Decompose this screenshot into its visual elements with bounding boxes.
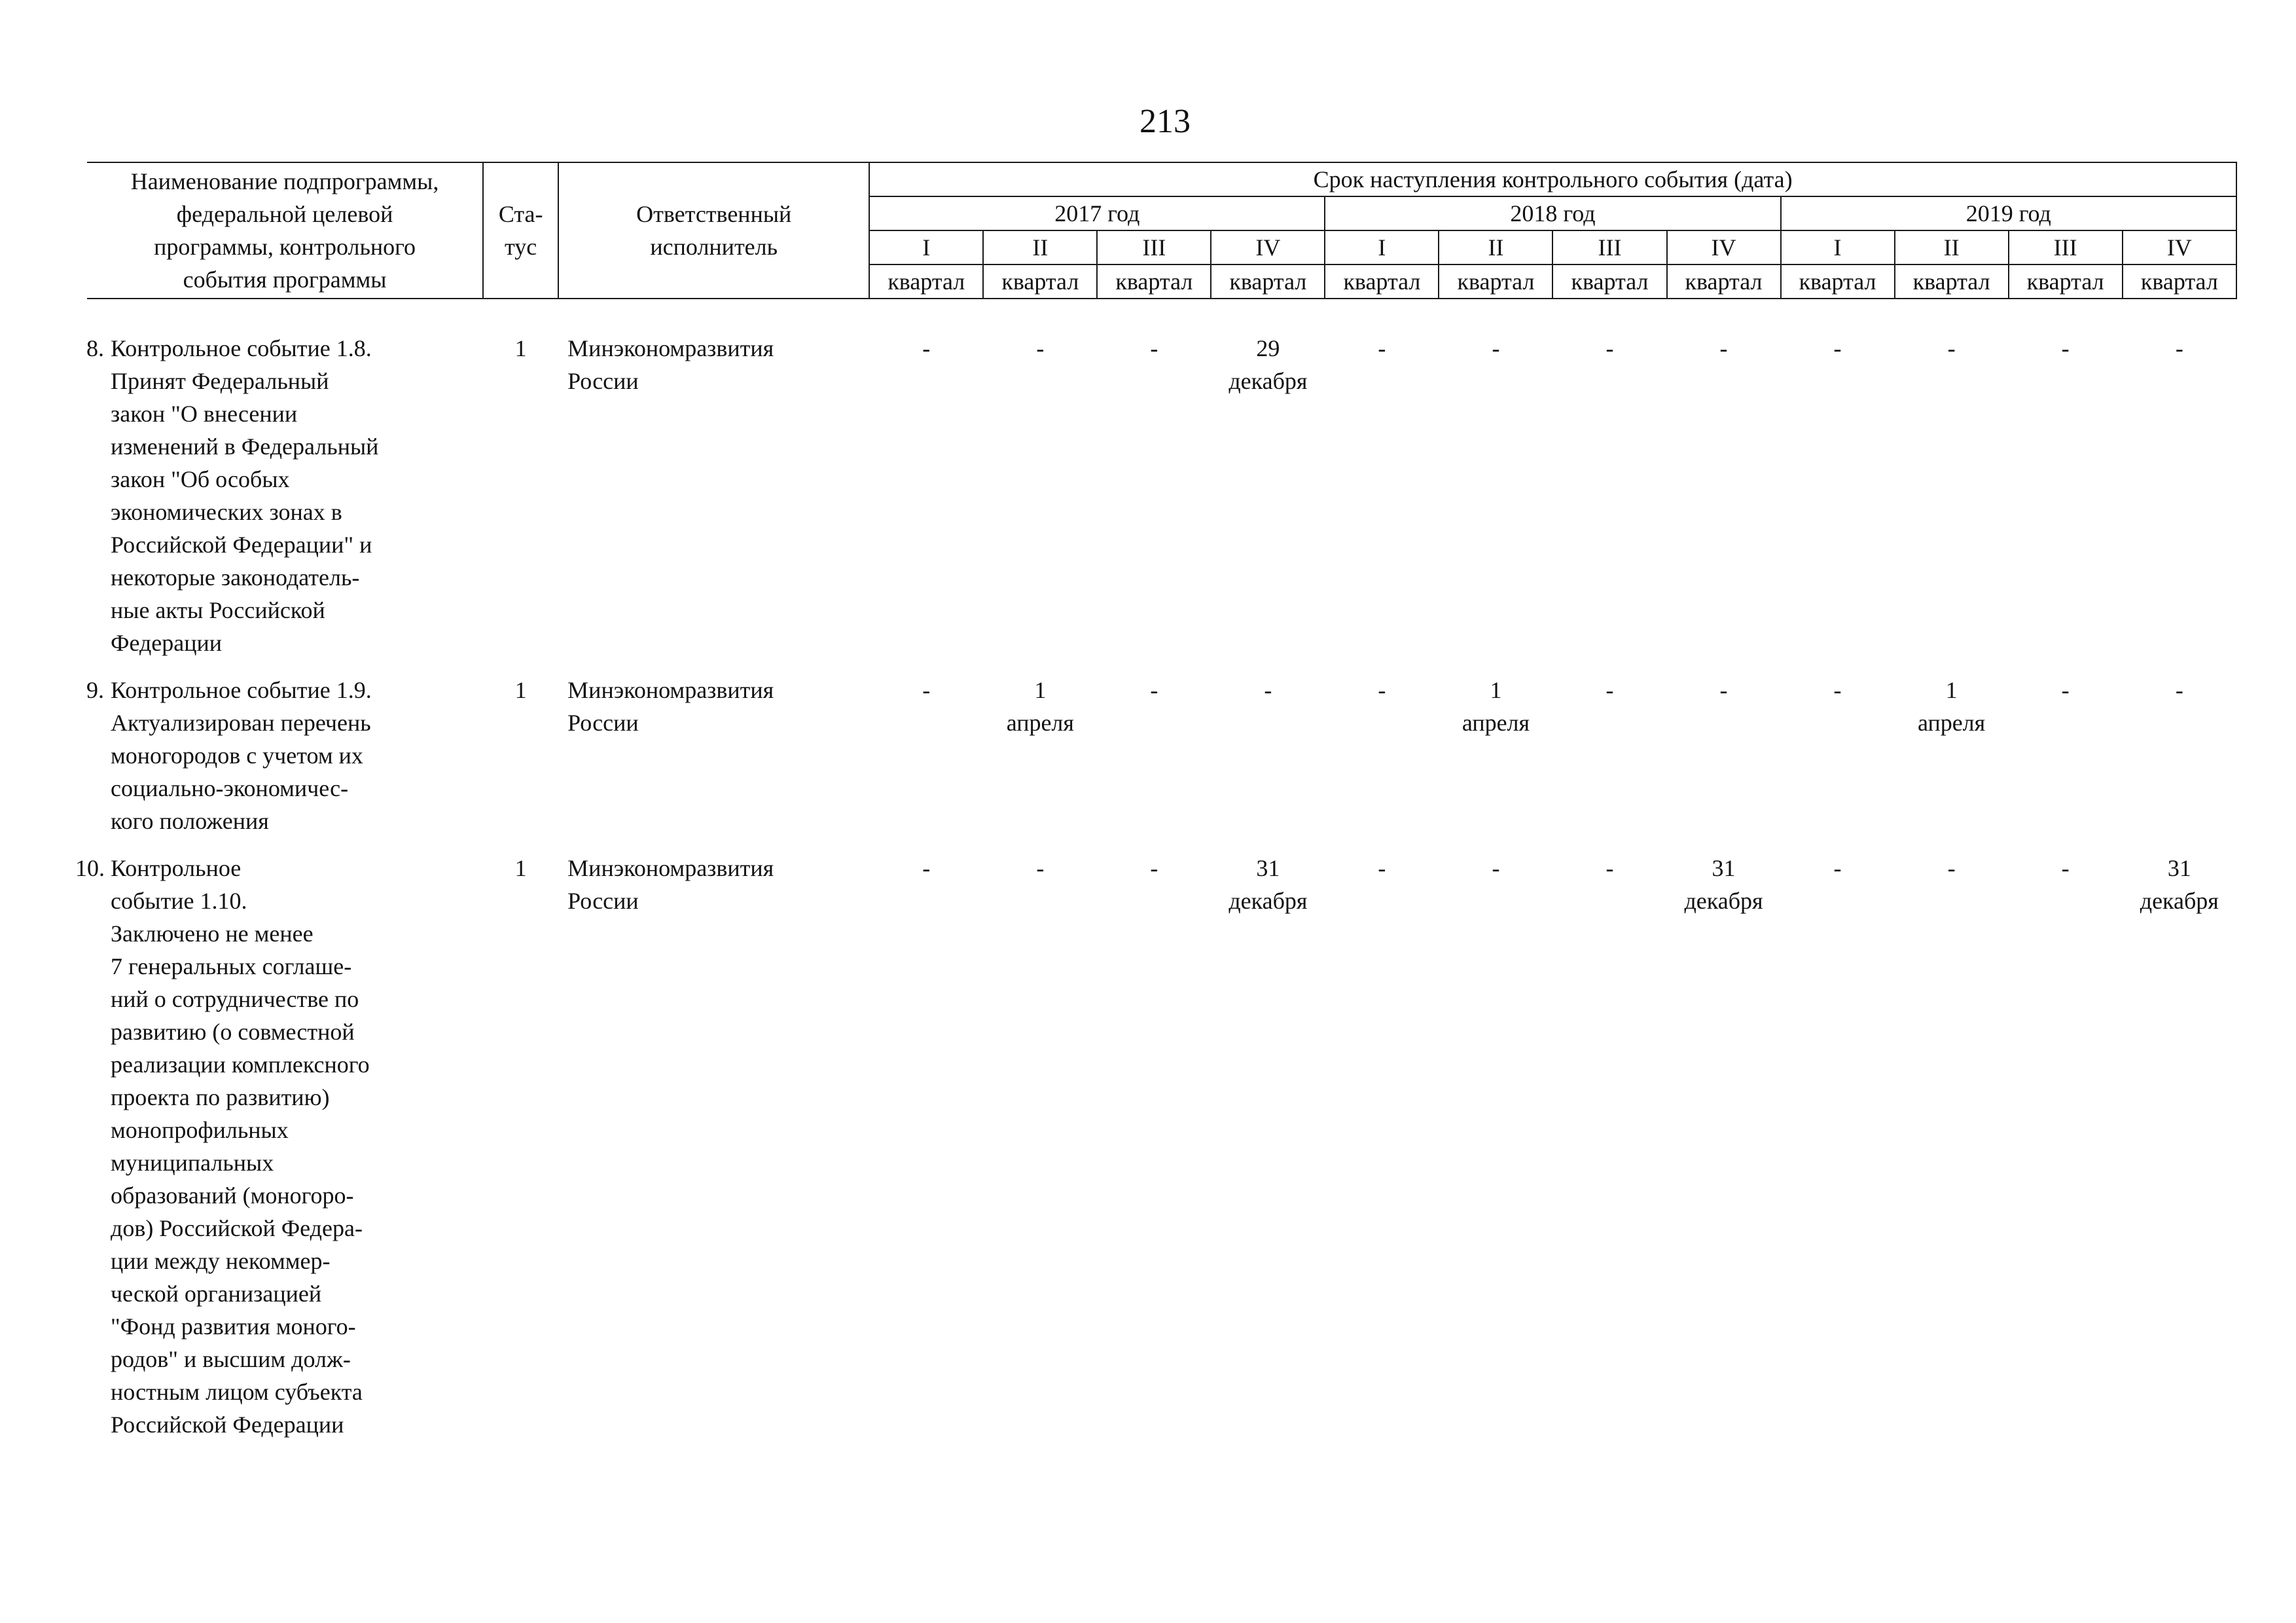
event-date-cell: - <box>1378 335 1386 361</box>
event-cell <box>87 674 483 837</box>
event-date-cell: - <box>2061 855 2070 881</box>
header-quarter-numeral: IV <box>1667 230 1781 264</box>
row-number: 9. <box>86 677 104 703</box>
event-date-cell: 1 апреля <box>1006 677 1074 736</box>
gap-row <box>87 837 2236 852</box>
header-quarter-word: квартал <box>1781 264 1895 299</box>
header-quarter-numeral: III <box>2009 230 2123 264</box>
table-row <box>87 674 2236 837</box>
header-quarter-word: квартал <box>1211 264 1325 299</box>
header-quarter-word: квартал <box>2123 264 2236 299</box>
event-status: 1 <box>514 677 527 703</box>
header-quarter-word: квартал <box>1895 264 2009 299</box>
event-date-cell: - <box>2061 677 2070 703</box>
header-quarter-word: квартал <box>1325 264 1439 299</box>
table-row <box>87 852 2236 1441</box>
event-date-cell: - <box>922 677 931 703</box>
event-name: Контрольное событие 1.10. Заключено не менее 7 генеральных соглаше- ний о сотрудничестве по развитию (о совместной реализации комплексного проекта по развитию) монопрофильных муниципальных образований (моногоро- дов) Российской Федера- ции между некоммер- ческой организацией "Фонд развития моного- родов" и высшим долж- ностным лицом субъекта Российской Федерации <box>111 855 370 1438</box>
event-date-cell: - <box>1492 335 1500 361</box>
event-date-cell: - <box>1947 855 1956 881</box>
event-cell <box>87 332 483 659</box>
header-quarter-word: квартал <box>983 264 1097 299</box>
event-date-cell: - <box>1605 335 1614 361</box>
header-quarter-numeral: III <box>1097 230 1211 264</box>
control-events-table-wrapper <box>75 162 2237 1455</box>
event-date-cell: 31 декабря <box>1229 855 1308 914</box>
event-date-cell: - <box>1719 335 1728 361</box>
header-executor: Ответственный исполнитель <box>558 162 869 299</box>
header-quarter-word: квартал <box>1667 264 1781 299</box>
event-date-cell: - <box>1150 677 1158 703</box>
header-year-2017: 2017 год <box>869 196 1325 230</box>
header-quarter-numeral: II <box>983 230 1097 264</box>
table-row <box>87 332 2236 659</box>
header-quarter-word: квартал <box>2009 264 2123 299</box>
header-name: Наименование подпрограммы, федеральной целевой программы, контрольного события программы <box>87 162 483 299</box>
event-status: 1 <box>514 855 527 881</box>
table-body <box>75 299 2236 1455</box>
page-number: 213 <box>1139 103 1191 140</box>
header-quarter-numeral: IV <box>2123 230 2236 264</box>
event-executor: Минэкономразвития России <box>567 335 774 394</box>
event-date-cell: - <box>1833 677 1842 703</box>
event-date-cell: - <box>1605 677 1614 703</box>
event-date-cell: - <box>1036 855 1045 881</box>
row-number: 8. <box>86 335 104 361</box>
control-events-table <box>75 162 2237 1455</box>
event-date-cell: 1 апреля <box>1462 677 1530 736</box>
event-date-cell: - <box>1036 335 1045 361</box>
event-executor: Минэкономразвития России <box>567 677 774 736</box>
event-date-cell: - <box>1378 855 1386 881</box>
header-quarter-numeral: II <box>1439 230 1552 264</box>
event-date-cell: - <box>1150 335 1158 361</box>
event-date-cell: 31 декабря <box>1684 855 1763 914</box>
header-quarter-word: квартал <box>1097 264 1211 299</box>
event-status: 1 <box>514 335 527 361</box>
event-date-cell: - <box>1150 855 1158 881</box>
event-date-cell: - <box>2175 335 2183 361</box>
event-date-cell: - <box>1492 855 1500 881</box>
header-quarter-word: квартал <box>1552 264 1666 299</box>
header-quarter-word: квартал <box>1439 264 1552 299</box>
event-date-cell: - <box>1264 677 1272 703</box>
header-quarter-numeral: I <box>1781 230 1895 264</box>
event-date-cell: - <box>1833 855 1842 881</box>
event-date-cell: 29 декабря <box>1229 335 1308 394</box>
header-deadline: Срок наступления контрольного события (дата) <box>869 162 2236 196</box>
row-number: 10. <box>75 855 105 881</box>
event-date-cell: 31 декабря <box>2140 855 2219 914</box>
header-status: Ста- тус <box>483 162 558 299</box>
event-name: Контрольное событие 1.8. Принят Федеральный закон "О внесении изменений в Федеральный закон "Об особых экономических зонах в Российской Федерации" и некоторые законодатель- ные акты Российской Федерации <box>111 335 379 656</box>
event-name: Контрольное событие 1.9. Актуализирован перечень моногородов с учетом их социально-экономичес- кого положения <box>111 677 372 834</box>
gap-row <box>87 659 2236 674</box>
header-quarter-numeral: I <box>1325 230 1439 264</box>
table-header <box>87 162 2236 299</box>
event-date-cell: - <box>2175 677 2183 703</box>
event-executor: Минэкономразвития России <box>567 855 774 914</box>
header-year-2018: 2018 год <box>1325 196 1780 230</box>
event-date-cell: - <box>1378 677 1386 703</box>
event-date-cell: - <box>1605 855 1614 881</box>
event-date-cell: - <box>1833 335 1842 361</box>
header-quarter-numeral: II <box>1895 230 2009 264</box>
event-date-cell: - <box>922 855 931 881</box>
event-date-cell: - <box>2061 335 2070 361</box>
header-quarter-word: квартал <box>869 264 983 299</box>
header-quarter-numeral: I <box>869 230 983 264</box>
header-quarter-numeral: IV <box>1211 230 1325 264</box>
header-year-2019: 2019 год <box>1781 196 2236 230</box>
event-date-cell: - <box>922 335 931 361</box>
gap-row <box>87 1441 2236 1455</box>
event-date-cell: - <box>1719 677 1728 703</box>
event-date-cell: 1 апреля <box>1917 677 1986 736</box>
event-date-cell: - <box>1947 335 1956 361</box>
event-cell <box>75 852 483 1441</box>
header-quarter-numeral: III <box>1552 230 1666 264</box>
spacer-row <box>87 299 2236 332</box>
